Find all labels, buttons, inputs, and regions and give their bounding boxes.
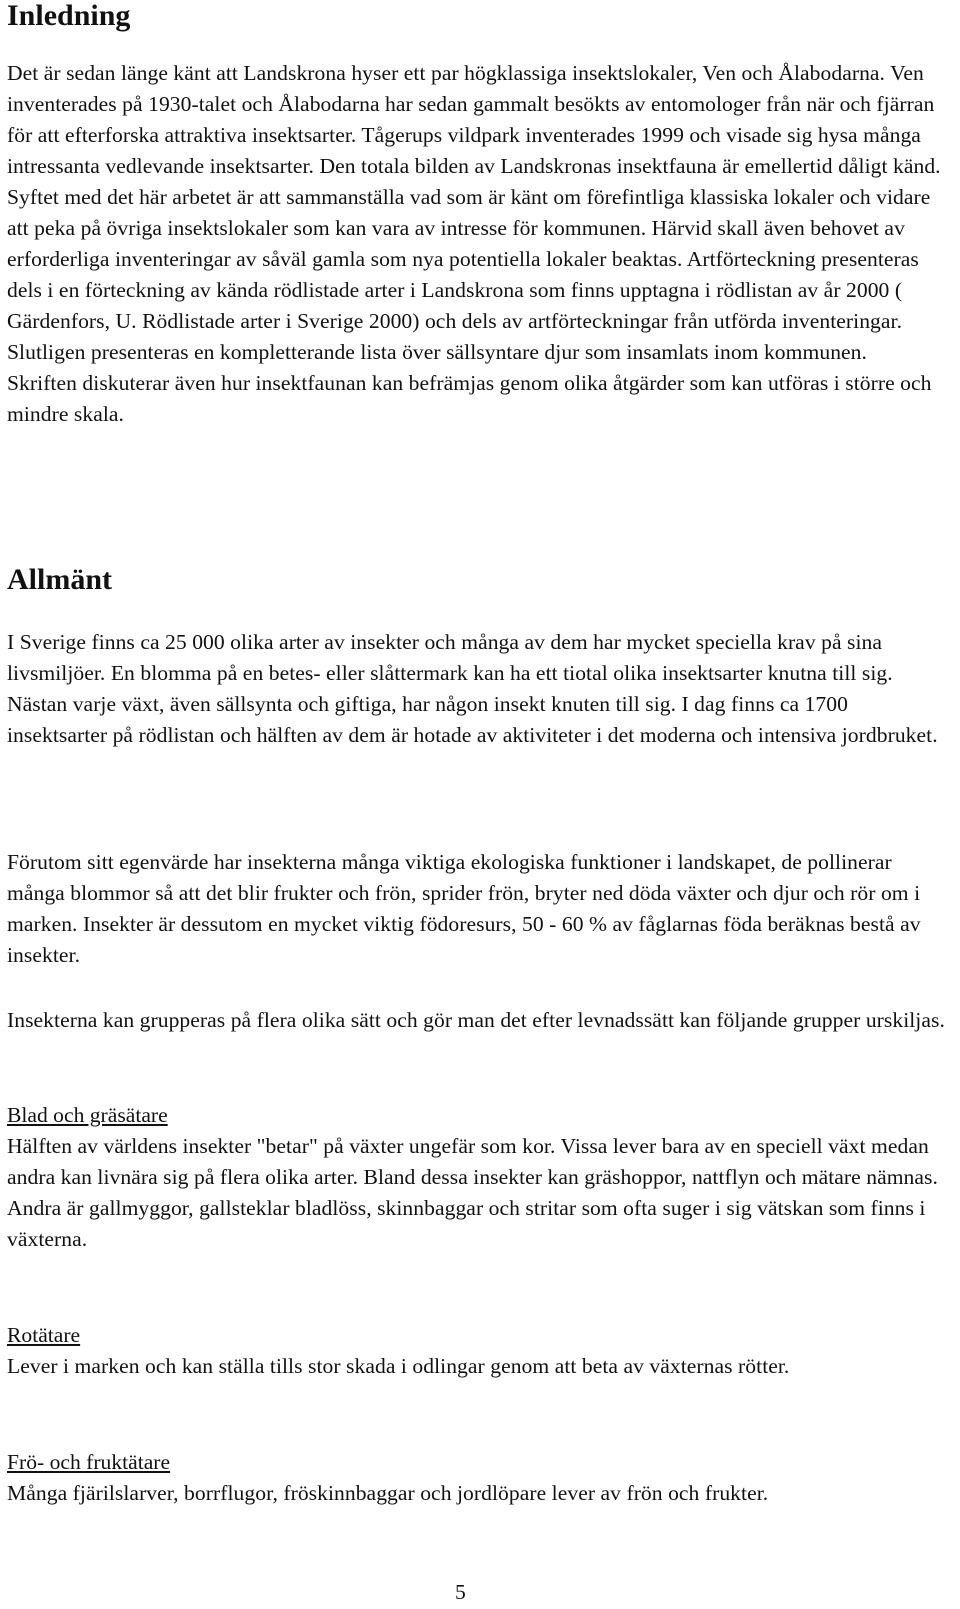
allmant-paragraph-3: Insekterna kan grupperas på flera olika sätt och gör man det efter levnadssätt kan följande grupper urskiljas. bbox=[7, 1008, 945, 1032]
heading-allmant: Allmänt bbox=[7, 563, 112, 596]
allmant-paragraph-1: I Sverige finns ca 25 000 olika arter av insekter och många av dem har mycket speciella krav på sina livsmiljöer. En blomma på en betes- eller slåttermark kan ha ett tiotal olika insektsarter knutna till sig. Nästan varje växt, även sällsynta och giftiga, har någon insekt knuten till sig. I dag finns ca 1700 insektsarter på rödlistan och hälften av dem är hotade av aktiviteter i det moderna och intensiva jordbruket. bbox=[7, 630, 938, 747]
group-title: Frö- och fruktätare bbox=[7, 1450, 171, 1474]
group-title: Rotätare bbox=[7, 1323, 81, 1347]
inledning-body bbox=[7, 58, 947, 430]
group-rotatare bbox=[7, 1320, 947, 1382]
page-number: 5 bbox=[455, 1580, 466, 1604]
group-text: Många fjärilslarver, borrflugor, fröskinnbaggar och jordlöpare lever av frön och frukter. bbox=[7, 1481, 769, 1505]
group-text: Lever i marken och kan ställa tills stor skada i odlingar genom att beta av växternas rötter. bbox=[7, 1354, 790, 1378]
inledning-paragraph-2: Skriften diskuterar även hur insektfaunan kan befrämjas genom olika åtgärder som kan utföras i större och mindre skala. bbox=[7, 371, 932, 426]
allmant-paragraph-2: Förutom sitt egenvärde har insekterna många viktiga ekologiska funktioner i landskapet, de pollinerar många blommor så att det blir frukter och frön, sprider frön, bryter ned döda växter och djur och rör om i marken. Insekter är dessutom en mycket viktig födoresurs, 50 - 60 % av fåglarnas föda beräknas bestå av insekter. bbox=[7, 850, 921, 967]
group-fro-och-fruktatare bbox=[7, 1447, 947, 1509]
group-blad-och-grasatare bbox=[7, 1100, 947, 1255]
group-title: Blad och gräsätare bbox=[7, 1103, 168, 1127]
group-text: Hälften av världens insekter "betar" på växter ungefär som kor. Vissa lever bara av en speciell växt medan andra kan livnära sig på flera olika arter. Bland dessa insekter kan gräshoppor, nattflyn och mätare nämnas. Andra är gallmyggor, gallsteklar bladlöss, skinnbaggar och stritar som ofta suger i sig vätskan som finns i växterna. bbox=[7, 1134, 938, 1251]
inledning-paragraph: Det är sedan länge känt att Landskrona hyser ett par högklassiga insektslokaler, Ven och Ålabodarna. Ven inventerades på 1930-talet och Ålabodarna har sedan gammalt besökts av entomologer från när och fjärran för att efterforska attraktiva insektsarter. Tågerups vildpark inventerades 1999 och visade sig hysa många intressanta vedlevande insektsarter. Den totala bilden av Landskronas insektfauna är emellertid dåligt känd. Syftet med det här arbetet är att sammanställa vad som är känt om förefintliga klassiska lokaler och vidare att peka på övriga insektslokaler som kan vara av intresse för kommunen. Härvid skall även behovet av erforderliga inventeringar av såväl gamla som nya potentiella lokaler beaktas. Artförteckning presenteras dels i en förteckning av kända rödlistade arter i Landskrona som finns upptagna i rödlistan av år 2000 ( Gärdenfors, U. Rödlistade arter i Sverige 2000) och dels av artförteckningar från utförda inventeringar. Slutligen presenteras en kompletterande lista över sällsyntare djur som insamlats inom kommunen. bbox=[7, 61, 941, 364]
allmant-paragraph-3-block bbox=[7, 1005, 947, 1036]
heading-inledning: Inledning bbox=[7, 0, 131, 32]
allmant-paragraph-2-block bbox=[7, 847, 947, 971]
allmant-paragraph-1-block bbox=[7, 627, 947, 751]
